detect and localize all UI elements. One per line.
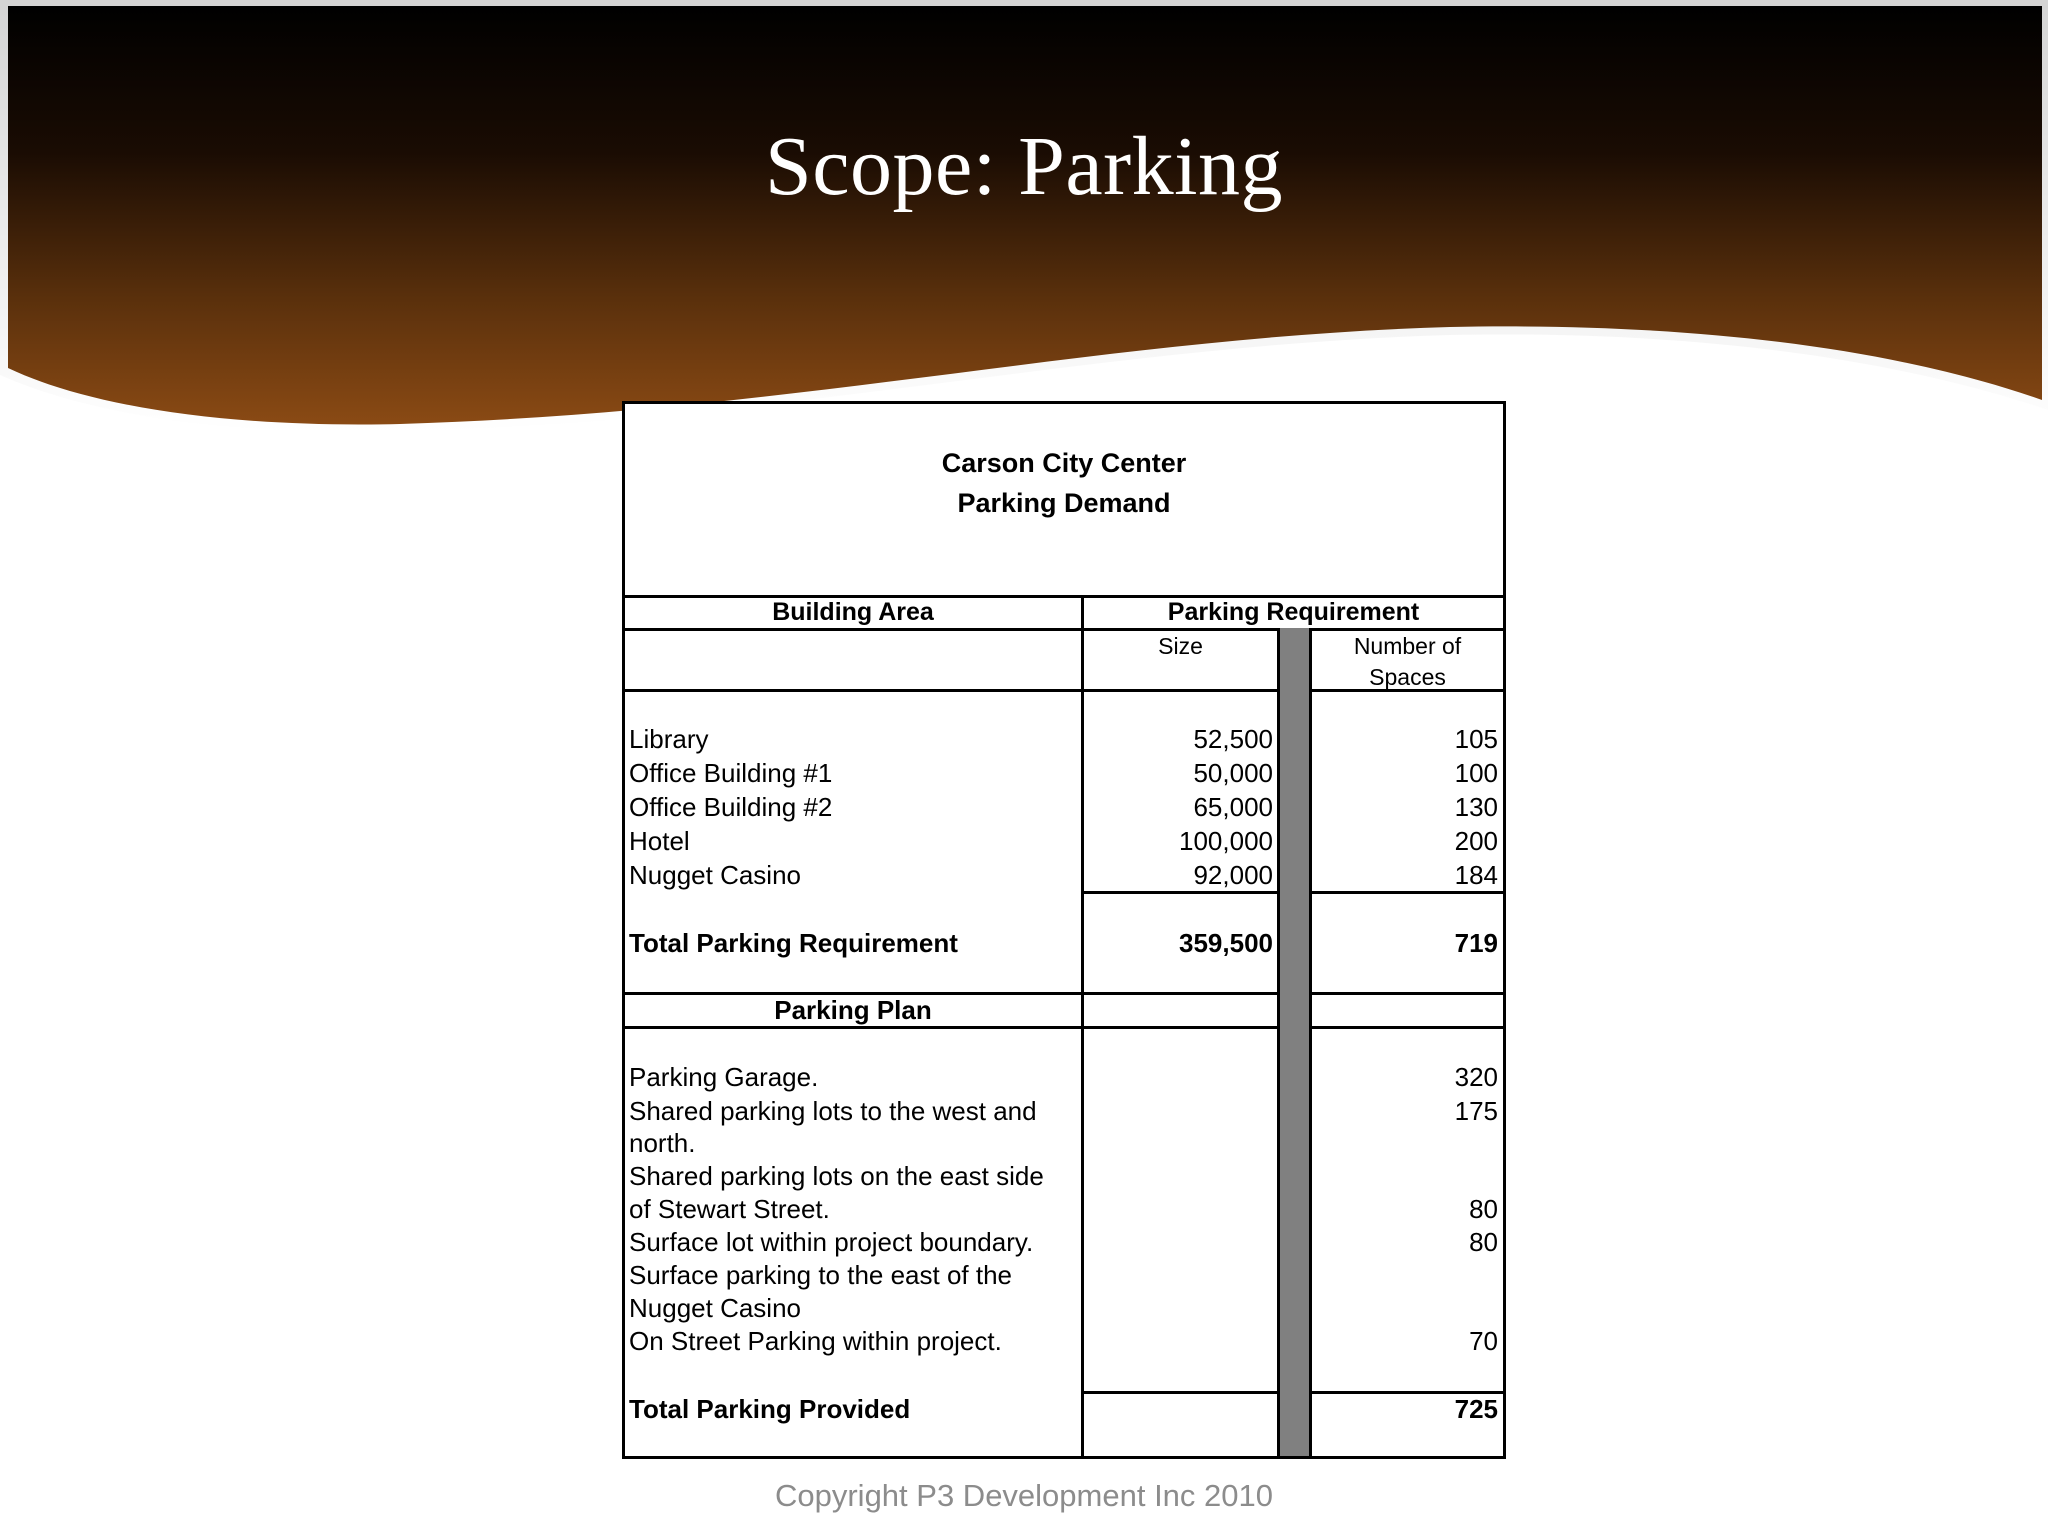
demand-row-name: Office Building #2 (629, 792, 833, 822)
plan-row-spaces: 80 (1469, 1227, 1498, 1257)
rule (625, 1026, 1503, 1029)
plan-row-line1: Surface lot within project boundary. (629, 1227, 1034, 1257)
plan-row-spaces: 175 (1454, 1096, 1498, 1126)
total-requirement-spaces: 719 (1454, 928, 1498, 958)
total-requirement-size: 359,500 (1179, 928, 1273, 958)
demand-row-name: Library (629, 724, 709, 754)
demand-row-spaces: 130 (1454, 792, 1498, 822)
plan-row-spaces: 320 (1454, 1062, 1498, 1092)
demand-row-spaces: 200 (1454, 826, 1498, 856)
plan-row-line1: Shared parking lots to the west and (629, 1096, 1037, 1126)
subheader-spaces-line1: Number of (1353, 633, 1462, 659)
plan-row-spaces: 70 (1469, 1326, 1498, 1356)
copyright-footer: Copyright P3 Development Inc 2010 (774, 1478, 1273, 1513)
table-title-line1: Carson City Center (941, 448, 1187, 478)
demand-row-spaces: 100 (1454, 758, 1498, 788)
demand-row-size: 100,000 (1179, 826, 1273, 856)
header-building-area: Building Area (772, 598, 934, 626)
plan-row-spaces: 80 (1469, 1194, 1498, 1224)
plan-row-line1: Parking Garage. (629, 1062, 819, 1092)
demand-row-size: 50,000 (1193, 758, 1273, 788)
total-provided-label: Total Parking Provided (629, 1394, 911, 1424)
gray-spacer-column (1278, 628, 1310, 1456)
subheader-spaces-line2: Spaces (1369, 664, 1446, 690)
plan-row-line2: Nugget Casino (629, 1293, 801, 1323)
demand-row-size: 52,500 (1193, 724, 1273, 754)
parking-demand-table (622, 401, 1506, 1459)
demand-row-name: Office Building #1 (629, 758, 833, 788)
plan-row-line1: Shared parking lots on the east side (629, 1161, 1044, 1191)
plan-row-line1: Surface parking to the east of the (629, 1260, 1013, 1290)
demand-row-spaces: 184 (1454, 860, 1498, 890)
demand-row-spaces: 105 (1454, 724, 1498, 754)
header-parking-requirement: Parking Requirement (1167, 598, 1420, 626)
column-divider (1277, 628, 1280, 1456)
demand-row-size: 65,000 (1193, 792, 1273, 822)
total-provided-spaces: 725 (1454, 1394, 1498, 1424)
demand-row-name: Nugget Casino (629, 860, 801, 890)
slide-title: Scope: Parking (765, 120, 1283, 213)
subheader-size: Size (1158, 633, 1203, 659)
plan-row-line1: On Street Parking within project. (629, 1326, 1002, 1356)
plan-row-line2: north. (629, 1128, 696, 1158)
total-requirement-label: Total Parking Requirement (629, 928, 958, 958)
demand-row-size: 92,000 (1193, 860, 1273, 890)
parking-plan-header: Parking Plan (774, 995, 932, 1025)
demand-row-name: Hotel (629, 826, 690, 856)
table-title-line2: Parking Demand (957, 488, 1171, 518)
header-banner (0, 0, 2048, 460)
plan-row-line2: of Stewart Street. (629, 1194, 830, 1224)
